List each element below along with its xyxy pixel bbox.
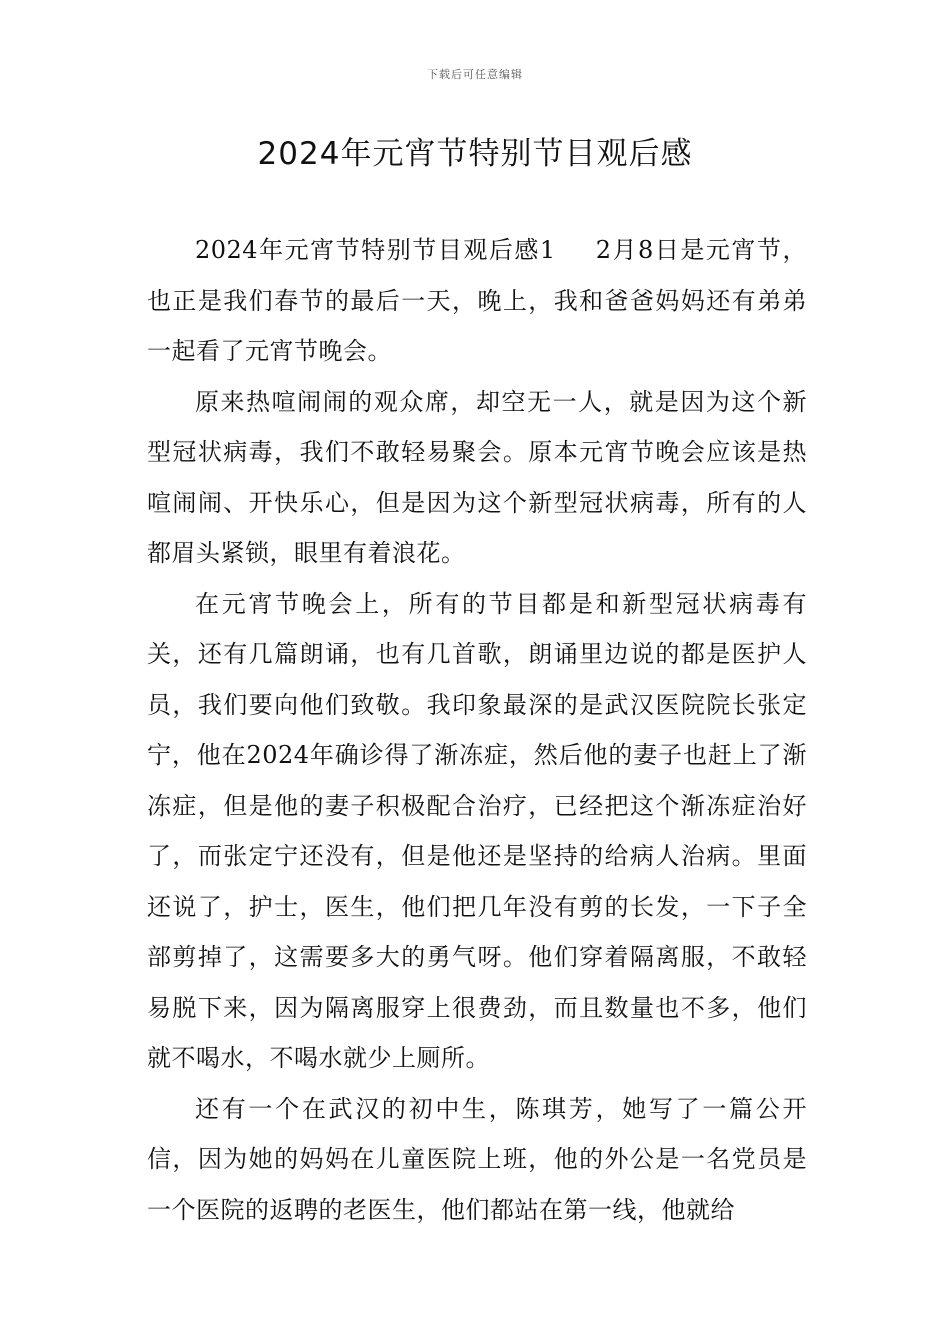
paragraph-4: 还有一个在武汉的初中生，陈琪芳，她写了一篇公开信，因为她的妈妈在儿童医院上班，他的外公是一名党员是一个医院的返聘的老医生，他们都站在第一线，他就给: [147, 1094, 807, 1224]
intro-label: 2024年元宵节特别节目观后感1: [195, 236, 556, 264]
header-note: 下载后可任意编辑: [427, 68, 523, 81]
paragraph-3: 在元宵节晚会上，所有的节目都是和新型冠状病毒有关，还有几篇朗诵，也有几首歌，朗诵里边说的都是医护人员，我们要向他们致敬。我印象最深的是武汉医院院长张定宁，他在2024年确诊得了渐冻症，然后他的妻子也赶上了渐冻症，但是他的妻子积极配合治疗，已经把这个渐冻症治好了，而张定宁还没有，但是他还是坚持的给病人治病。里面还说了，护士，医生，他们把几年没有剪的长发，一下子全部剪掉了，这需要多大的勇气呀。他们穿着隔离服，不敢轻易脱下来，因为隔离服穿上很费劲，而且数量也不多，他们就不喝水，不喝水就少上厕所。: [147, 589, 807, 1072]
document-title: 2024年元宵节特别节目观后感: [257, 136, 693, 172]
paragraph-1-text: 2月8日是元宵节，也正是我们春节的最后一天，晚上，我和爸爸妈妈还有弟弟一起看了元宵节晚会。: [147, 236, 807, 365]
paragraph-1: [147, 225, 807, 377]
document-body: [147, 225, 807, 1235]
paragraph-2: 原来热喧闹闹的观众席，却空无一人，就是因为这个新型冠状病毒，我们不敢轻易聚会。原本元宵节晚会应该是热喧闹闹、开快乐心，但是因为这个新型冠状病毒，所有的人都眉头紧锁，眼里有着浪花。: [147, 387, 807, 567]
